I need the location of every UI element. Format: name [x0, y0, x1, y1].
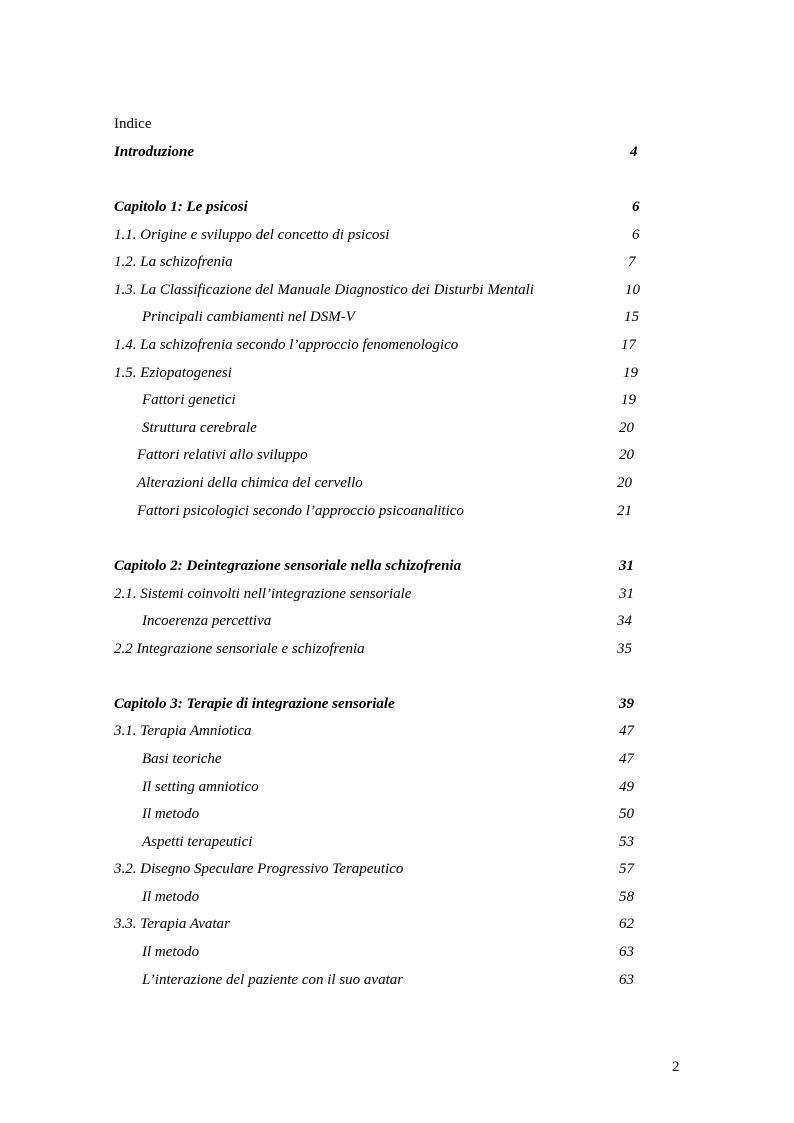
toc-page-number: 20 — [617, 475, 632, 491]
toc-title: Incoerenza percettiva — [142, 613, 272, 629]
toc-page-number: 31 — [619, 558, 634, 574]
page-number: 2 — [672, 1059, 680, 1075]
toc-page-number: 47 — [619, 751, 634, 767]
toc-title: 1.4. La schizofrenia secondo l’approccio fenomenologico — [114, 337, 459, 353]
toc-title: Basi teoriche — [142, 751, 222, 767]
toc-page-number: 6 — [632, 199, 640, 215]
toc-title: Principali cambiamenti nel DSM-V — [142, 309, 355, 325]
toc-title: 1.3. La Classificazione del Manuale Diagnostico dei Disturbi Mentali — [114, 282, 534, 298]
toc-title: Alterazioni della chimica del cervello — [137, 475, 363, 491]
toc-title: Fattori relativi allo sviluppo — [137, 447, 308, 463]
toc-page-number: 31 — [619, 586, 634, 602]
toc-title: Il metodo — [142, 889, 200, 905]
toc-title: Aspetti terapeutici — [142, 834, 253, 850]
toc-title: 3.3. Terapia Avatar — [114, 916, 230, 932]
toc-page-number: 19 — [623, 365, 638, 381]
toc-title: 2.2 Integrazione sensoriale e schizofrenia — [114, 641, 365, 657]
toc-title: 2.1. Sistemi coinvolti nell’integrazione sensoriale — [114, 586, 412, 602]
toc-page-number: 63 — [619, 972, 634, 988]
toc-title: Capitolo 3: Terapie di integrazione sensoriale — [114, 696, 395, 712]
toc-page-number: 62 — [619, 916, 634, 932]
toc-title: Struttura cerebrale — [142, 420, 257, 436]
toc-page-number: 63 — [619, 944, 634, 960]
toc-title: 1.1. Origine e sviluppo del concetto di psicosi — [114, 227, 390, 243]
toc-page-number: 10 — [625, 282, 640, 298]
page-heading: Indice — [114, 116, 152, 132]
toc-page-number: 35 — [617, 641, 632, 657]
toc-title: 3.1. Terapia Amniotica — [114, 723, 252, 739]
toc-title: Il metodo — [142, 944, 200, 960]
toc-page-number: 15 — [624, 309, 639, 325]
toc-page-number: 19 — [621, 392, 636, 408]
toc-page-number: 34 — [617, 613, 632, 629]
toc-page-number: 50 — [619, 806, 634, 822]
toc-page-number: 49 — [619, 779, 634, 795]
toc-page-number: 47 — [619, 723, 634, 739]
toc-title: Il metodo — [142, 806, 200, 822]
toc-page-number: 57 — [619, 861, 634, 877]
toc-title: Capitolo 1: Le psicosi — [114, 199, 248, 215]
toc-title: 1.2. La schizofrenia — [114, 254, 233, 270]
toc-title: Il setting amniotico — [142, 779, 259, 795]
toc-page-number: 6 — [632, 227, 640, 243]
toc-page-number: 4 — [630, 144, 638, 160]
toc-page-number: 20 — [619, 420, 634, 436]
toc-title: Fattori genetici — [142, 392, 236, 408]
toc-title: Introduzione — [114, 144, 195, 160]
toc-page-number: 39 — [619, 696, 634, 712]
toc-title: 3.2. Disegno Speculare Progressivo Terapeutico — [114, 861, 404, 877]
toc-page-number: 7 — [628, 254, 636, 270]
toc-page-number: 20 — [619, 447, 634, 463]
toc-page-number: 21 — [617, 503, 632, 519]
toc-title: L’interazione del paziente con il suo avatar — [142, 972, 404, 988]
toc-page-number: 58 — [619, 889, 634, 905]
toc-title: 1.5. Eziopatogenesi — [114, 365, 232, 381]
toc-page-number: 17 — [621, 337, 636, 353]
toc-page-number: 53 — [619, 834, 634, 850]
toc-title: Fattori psicologici secondo l’approccio psicoanalitico — [137, 503, 464, 519]
toc-title: Capitolo 2: Deintegrazione sensoriale nella schizofrenia — [114, 558, 462, 574]
